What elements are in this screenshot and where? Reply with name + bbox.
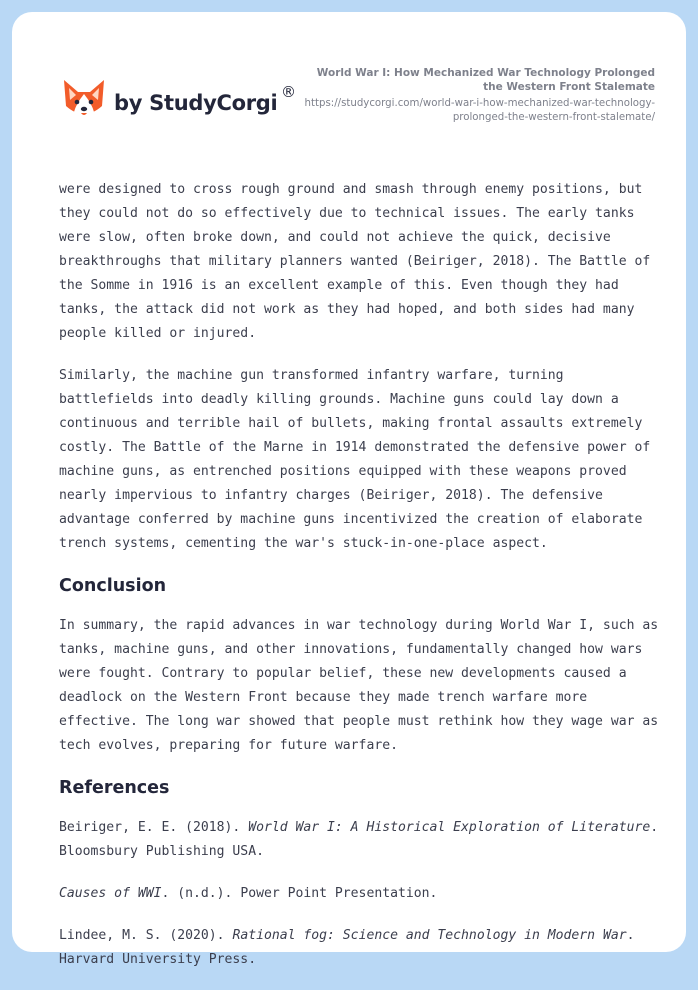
corgi-logo-icon [60, 76, 108, 128]
references-heading: References [59, 778, 170, 798]
reference-item: Lindee, M. S. (2020). Rational fog: Science and Technology in Modern War. Harvard University Press. [59, 928, 635, 967]
reference-item: Causes of WWI. (n.d.). Power Point Presentation. [59, 886, 438, 901]
reference-item: Beiriger, E. E. (2018). World War I: A Historical Exploration of Literature. Bloomsbury Publishing USA. [59, 820, 659, 859]
registered-mark: ® [281, 83, 296, 101]
document-title: World War I: How Mechanized War Technology Prolonged the Western Front Stalemate [316, 67, 655, 93]
paragraph-tanks: were designed to cross rough ground and smash through enemy positions, but they could not do so effectively due to technical issues. The early tanks were slow, often broke down, and could not achieve the quick, decisive breakthroughs that military planners wanted (Beiriger, 2018). The Battle of the Somme in 1916 is an excellent example of this. Even though they had tanks, the attack did not work as they had hoped, and both sides had many people killed or injured. [59, 182, 651, 341]
document-card [12, 12, 686, 967]
conclusion-heading: Conclusion [59, 576, 167, 596]
studycorgi-logo[interactable] [60, 76, 320, 140]
brand-name: by StudyCorgi [114, 91, 278, 115]
document-url[interactable]: https://studycorgi.com/world-war-i-how-mechanized-war-technology-prolonged-the-western-front-stalemate/ [304, 98, 655, 123]
document-body [59, 178, 659, 990]
paragraph-conclusion: In summary, the rapid advances in war technology during World War I, such as tanks, machine guns, and other innovations, fundamentally changed how wars were fought. Contrary to popular belief, these new developments caused a deadlock on the Western Front because they made trench warfare more effective. The long war showed that people must rethink how they wage war as tech evolves, preparing for future warfare. [59, 618, 659, 753]
paragraph-machine-guns: Similarly, the machine gun transformed infantry warfare, turning battlefields into deadly killing grounds. Machine guns could lay down a continuous and terrible hail of bullets, making frontal assaults extremely costly. The Battle of the Marne in 1914 demonstrated the defensive power of machine guns, as entrenched positions equipped with these weapons proved nearly impervious to infantry charges (Beiriger, 2018). The defensive advantage conferred by machine guns incentivized the creation of elaborate trench systems, cementing the war's stuck-in-one-place aspect. [59, 368, 651, 551]
